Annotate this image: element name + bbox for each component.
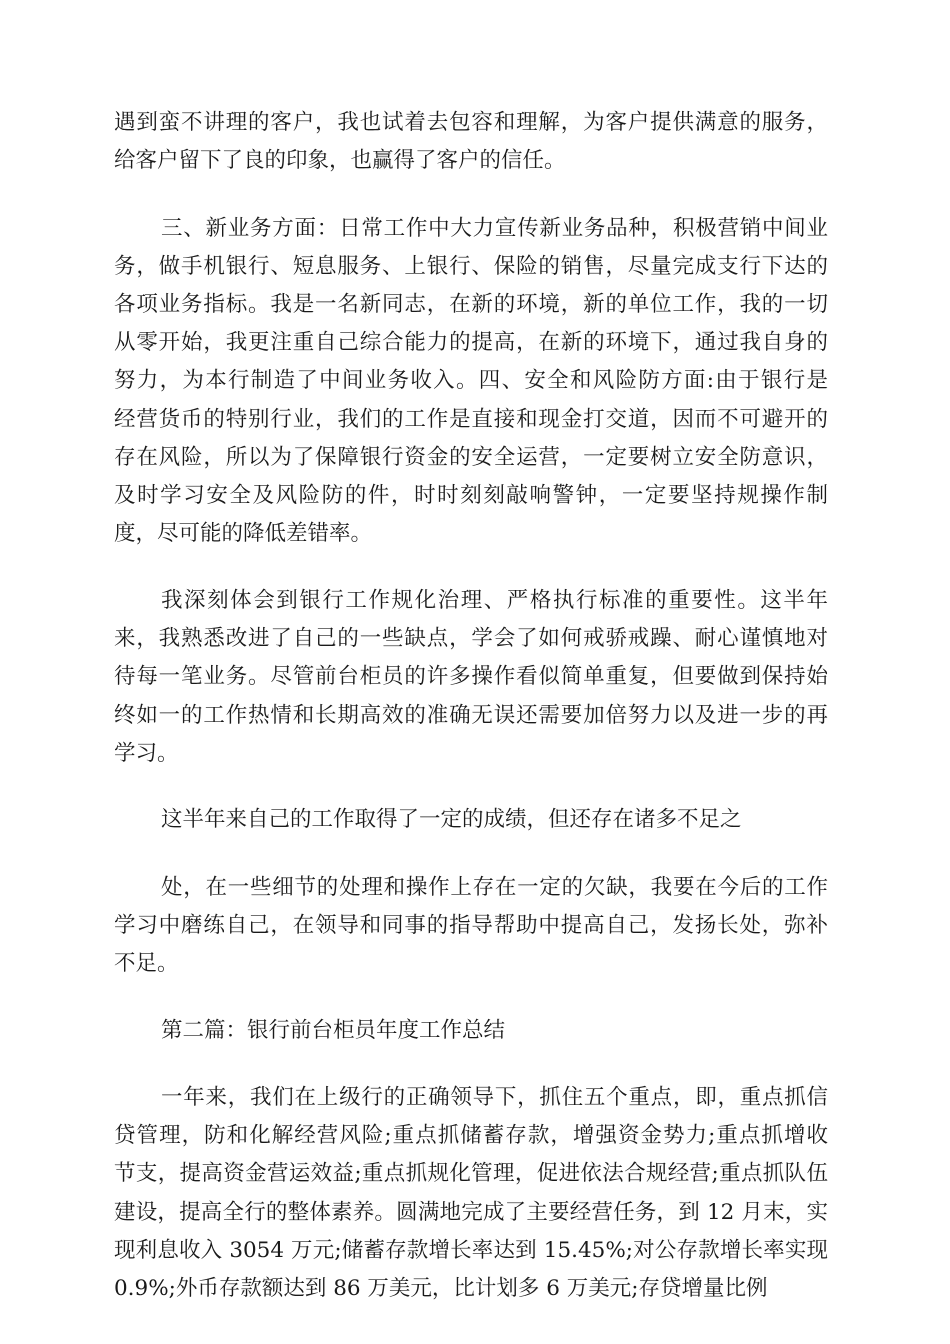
paragraph-2-line-1: 三、新业务方面：日常工作中大力宣传新业务品种，积极营销中间业 bbox=[161, 215, 828, 241]
paragraph-2-line-6: 经营货币的特别行业，我们的工作是直接和现金打交道，因而不可避开的 bbox=[114, 406, 828, 432]
paragraph-5-line-2: 学习中磨练自己，在领导和同事的指导帮助中提高自己，发扬长处，弥补 bbox=[114, 912, 828, 938]
section-heading: 第二篇：银行前台柜员年度工作总结 bbox=[161, 1017, 506, 1043]
paragraph-7-line-5: 现利息收入 3054 万元;储蓄存款增长率达到 15.45%;对公存款增长率实现 bbox=[114, 1237, 828, 1263]
paragraph-2-line-5: 努力，为本行制造了中间业务收入。四、安全和风险防方面:由于银行是 bbox=[114, 368, 828, 394]
paragraph-7-line-1: 一年来，我们在上级行的正确领导下，抓住五个重点，即，重点抓信 bbox=[161, 1084, 828, 1110]
paragraph-5-line-3: 不足。 bbox=[114, 951, 179, 977]
paragraph-1-line-1: 遇到蛮不讲理的客户，我也试着去包容和理解，为客户提供满意的服务， bbox=[114, 110, 828, 135]
paragraph-3-line-4: 终如一的工作热情和长期高效的准确无误还需要加倍努力以及进一步的再 bbox=[114, 702, 828, 728]
paragraph-2-line-9: 度，尽可能的降低差错率。 bbox=[114, 521, 373, 547]
paragraph-7-line-4: 建设，提高全行的整体素养。圆满地完成了主要经营任务，到 12 月末，实 bbox=[114, 1199, 828, 1225]
paragraph-7-line-2: 贷管理，防和化解经营风险;重点抓储蓄存款，增强资金势力;重点抓增收 bbox=[114, 1123, 828, 1149]
paragraph-2-line-4: 从零开始，我更注重自己综合能力的提高，在新的环境下，通过我自身的 bbox=[114, 330, 828, 356]
paragraph-2-line-2: 务，做手机银行、短息服务、上银行、保险的销售，尽量完成支行下达的 bbox=[114, 253, 828, 279]
paragraph-3-line-3: 待每一笔业务。尽管前台柜员的许多操作看似简单重复，但要做到保持始 bbox=[114, 664, 828, 690]
paragraph-4-line-1: 这半年来自己的工作取得了一定的成绩，但还存在诸多不足之 bbox=[161, 807, 742, 833]
paragraph-3-line-5: 学习。 bbox=[114, 740, 179, 766]
paragraph-2-line-8: 及时学习安全及风险防的件，时时刻刻敲响警钟，一定要坚持规操作制 bbox=[114, 483, 828, 509]
paragraph-5-line-1: 处，在一些细节的处理和操作上存在一定的欠缺，我要在今后的工作 bbox=[161, 874, 828, 900]
paragraph-7-line-3: 节支，提高资金营运效益;重点抓规化管理，促进依法合规经营;重点抓队伍 bbox=[114, 1161, 828, 1187]
paragraph-7-line-6: 0.9%;外币存款额达到 86 万美元，比计划多 6 万美元;存贷增量比例 bbox=[114, 1276, 768, 1301]
paragraph-3-line-1: 我深刻体会到银行工作规化治理、严格执行标准的重要性。这半年 bbox=[161, 587, 828, 613]
paragraph-2-line-3: 各项业务指标。我是一名新同志，在新的环境，新的单位工作，我的一切 bbox=[114, 292, 828, 317]
paragraph-2-line-7: 存在风险，所以为了保障银行资金的安全运营，一定要树立安全防意识， bbox=[114, 444, 828, 470]
paragraph-1-line-2: 给客户留下了良的印象，也赢得了客户的信任。 bbox=[114, 148, 566, 174]
paragraph-3-line-2: 来，我熟悉改进了自己的一些缺点，学会了如何戒骄戒躁、耐心谨慎地对 bbox=[114, 626, 828, 652]
